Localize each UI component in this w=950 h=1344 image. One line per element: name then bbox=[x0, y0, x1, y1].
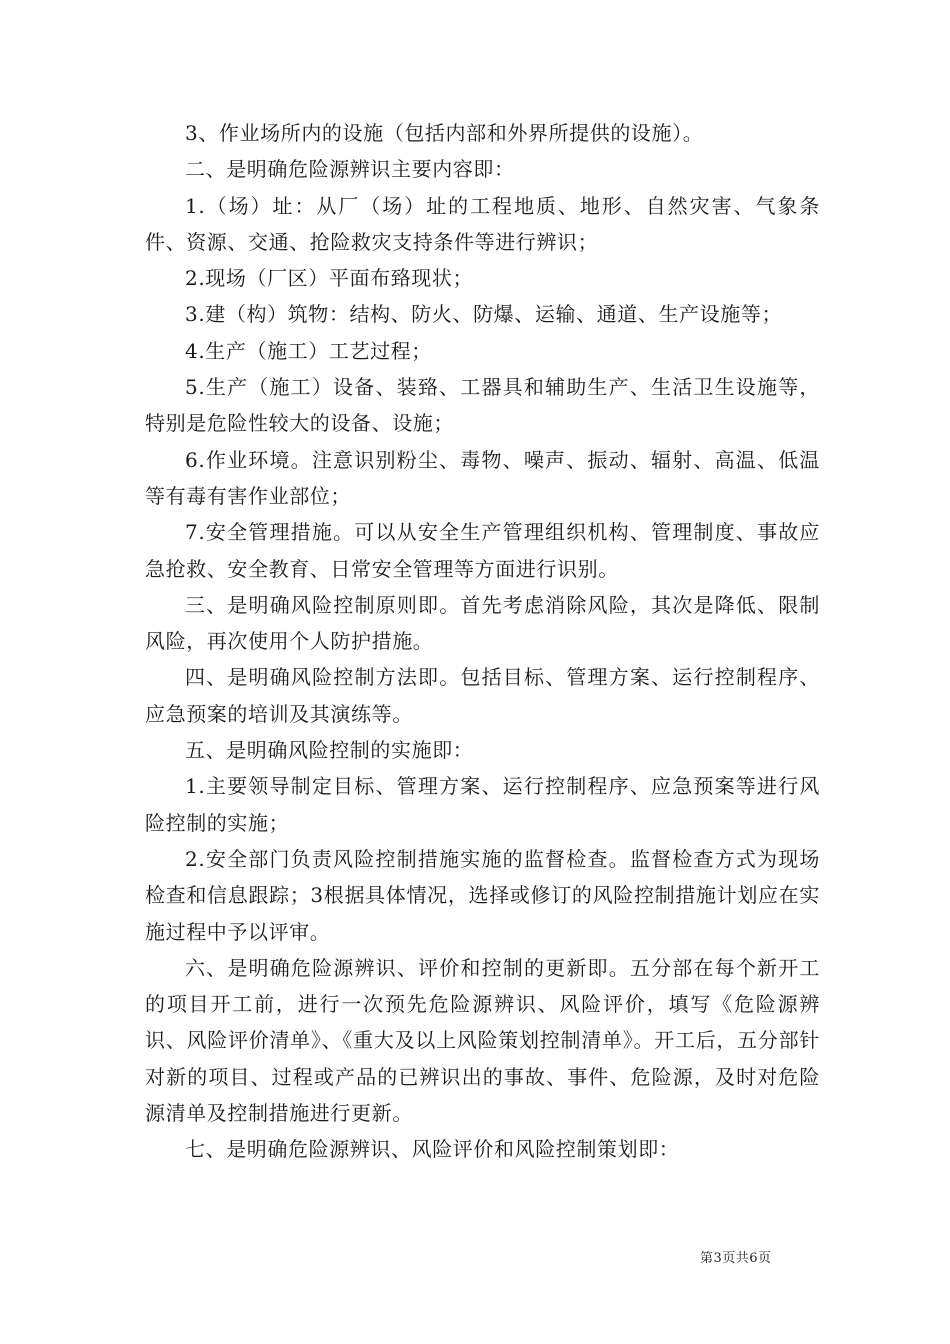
paragraph: 2.安全部门负责风险控制措施实施的监督检查。监督检查方式为现场检查和信息跟踪；3根据具体情况，选择或修订的风险控制措施计划应在实施过程中予以评审。 bbox=[145, 846, 820, 944]
paragraph: 3、作业场所内的设施（包括内部和外界所提供的设施）。 bbox=[185, 121, 704, 145]
paragraph: 1.主要领导制定目标、管理方案、运行控制程序、应急预案等进行风险控制的实施； bbox=[145, 774, 820, 835]
section-heading: 六、是明确危险源辨识、评价和控制的更新即。五分部在每个新开工的项目开工前，进行一次预先危险源辨识、风险评价，填写《危险源辨识、风险评价清单》、《重大及以上风险策划控制清单》。开工后，五分部针对新的项目、过程或产品的已辨识出的事故、事件、危险源，及时对危险源清单及控制措施进行更新。 bbox=[145, 955, 820, 1126]
section-heading: 二、是明确危险源辨识主要内容即： bbox=[185, 157, 515, 182]
paragraph: 3.建（构）筑物：结构、防火、防爆、运输、通道、生产设施等； bbox=[185, 302, 783, 327]
paragraph: 5.生产（施工）设备、装臵、工器具和辅助生产、生活卫生设施等，特别是危险性较大的设备、设施； bbox=[145, 375, 820, 436]
paragraph: 1.（场）址：从厂（场）址的工程地质、地形、自然灾害、气象条件、资源、交通、抢险救灾支持条件等进行辨识； bbox=[145, 193, 820, 254]
paragraph: 4.生产（施工）工艺过程； bbox=[185, 338, 432, 363]
paragraph: 7.安全管理措施。可以从安全生产管理组织机构、管理制度、事故应急抢救、安全教育、日常安全管理等方面进行识别。 bbox=[145, 520, 820, 581]
section-heading: 四、是明确风险控制方法即。包括目标、管理方案、运行控制程序、应急预案的培训及其演练等。 bbox=[145, 665, 820, 726]
section-heading: 五、是明确风险控制的实施即： bbox=[185, 738, 474, 763]
document-body bbox=[145, 115, 820, 1168]
paragraph: 6.作业环境。注意识别粉尘、毒物、噪声、振动、辐射、高温、低温等有毒有害作业部位； bbox=[145, 447, 820, 508]
section-heading: 三、是明确风险控制原则即。首先考虑消除风险，其次是降低、限制风险，再次使用个人防护措施。 bbox=[145, 592, 820, 654]
page-number-footer: 第3页共6页 bbox=[700, 1251, 772, 1266]
paragraph: 2.现场（厂区）平面布臵现状； bbox=[185, 266, 474, 291]
section-heading: 七、是明确危险源辨识、风险评价和风险控制策划即： bbox=[185, 1137, 680, 1162]
